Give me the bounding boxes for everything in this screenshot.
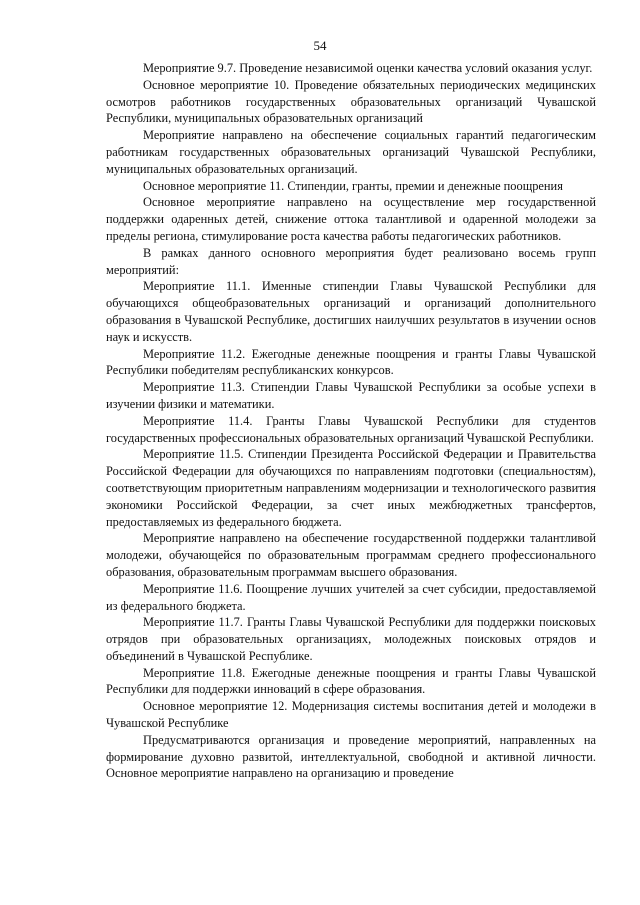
paragraph-measure-10-description: Мероприятие направлено на обеспечение социальных гарантий педагогическим работникам государственных образовательных организаций Чувашской Республики, муниципальных образовательных организаций.: [106, 128, 596, 176]
paragraph-measure-11-7: Мероприятие 11.7. Гранты Главы Чувашской Республики для поддержки поисковых отрядов при образовательных организациях, молодежных поисковых отрядов и объединений в Чувашской Республике.: [106, 615, 596, 663]
paragraph-measure-11-5: Мероприятие 11.5. Стипендии Президента Российской Федерации и Правительства Российской Федерации для обучающихся по направлениям подготовки (специальностям), соответствующим приоритетным направлениям модернизации и технологического развития экономики Российской Федерации, за счет иных межбюджетных трансфертов, предоставляемых из федерального бюджета.: [106, 447, 596, 529]
paragraph-measure-11-1: Мероприятие 11.1. Именные стипендии Главы Чувашской Республики для обучающихся общеобразовательных организаций и организаций дополнительного образования в Чувашской Республике, достигших наилучших результатов в изучении основ наук и искусств.: [106, 279, 596, 344]
page-number: 54: [313, 38, 327, 53]
paragraph-main-measure-10: Основное мероприятие 10. Проведение обязательных периодических медицинских осмотров работников государственных образовательных организаций Чувашской Республики, муниципальных образовательных организаций: [106, 77, 596, 126]
paragraph-measure-11-description: Основное мероприятие направлено на осуществление мер государственной поддержки одаренных детей, снижение оттока талантливой и одаренной молодежи за пределы региона, стимулирование роста качества работы педагогических работников.: [106, 195, 596, 243]
paragraph-measure-11-4: Мероприятие 11.4. Гранты Главы Чувашской Республики для студентов государственных профессиональных образовательных организаций Чувашской Республики.: [106, 413, 596, 445]
paragraph-measure-11-6: Мероприятие 11.6. Поощрение лучших учителей за счет субсидии, предоставляемой из федерального бюджета.: [106, 581, 596, 613]
paragraph-measure-11-2: Мероприятие 11.2. Ежегодные денежные поощрения и гранты Главы Чувашской Республики победителям республиканских конкурсов.: [106, 346, 596, 378]
paragraph-measure-groups: В рамках данного основного мероприятия будет реализовано восемь групп мероприятий:: [106, 245, 596, 277]
paragraph-measure-11-3: Мероприятие 11.3. Стипендии Главы Чувашской Республики за особые успехи в изучении физики и математики.: [106, 380, 596, 411]
paragraph-main-measure-11: Основное мероприятие 11. Стипендии, гранты, премии и денежные поощрения: [143, 178, 563, 193]
paragraph-measure-9-7: Мероприятие 9.7. Проведение независимой оценки качества условий оказания услуг.: [143, 61, 593, 75]
paragraph-measure-11-5-description: Мероприятие направлено на обеспечение государственной поддержки талантливой молодежи, обучающейся по образовательным программам среднего профессионального образования, образовательным программам высшего образования.: [106, 531, 596, 579]
paragraph-measure-11-8: Мероприятие 11.8. Ежегодные денежные поощрения и гранты Главы Чувашской Республики для поддержки инноваций в сфере образования.: [106, 665, 596, 697]
document-body: [106, 60, 596, 782]
paragraph-measure-12-description: Предусматриваются организация и проведение мероприятий, направленных на формирование духовно развитой, интеллектуальной, свободной и активной личности. Основное мероприятие направлено на организацию и проведение: [106, 732, 596, 781]
paragraph-main-measure-12: Основное мероприятие 12. Модернизация системы воспитания детей и молодежи в Чувашской Республике: [106, 699, 596, 731]
